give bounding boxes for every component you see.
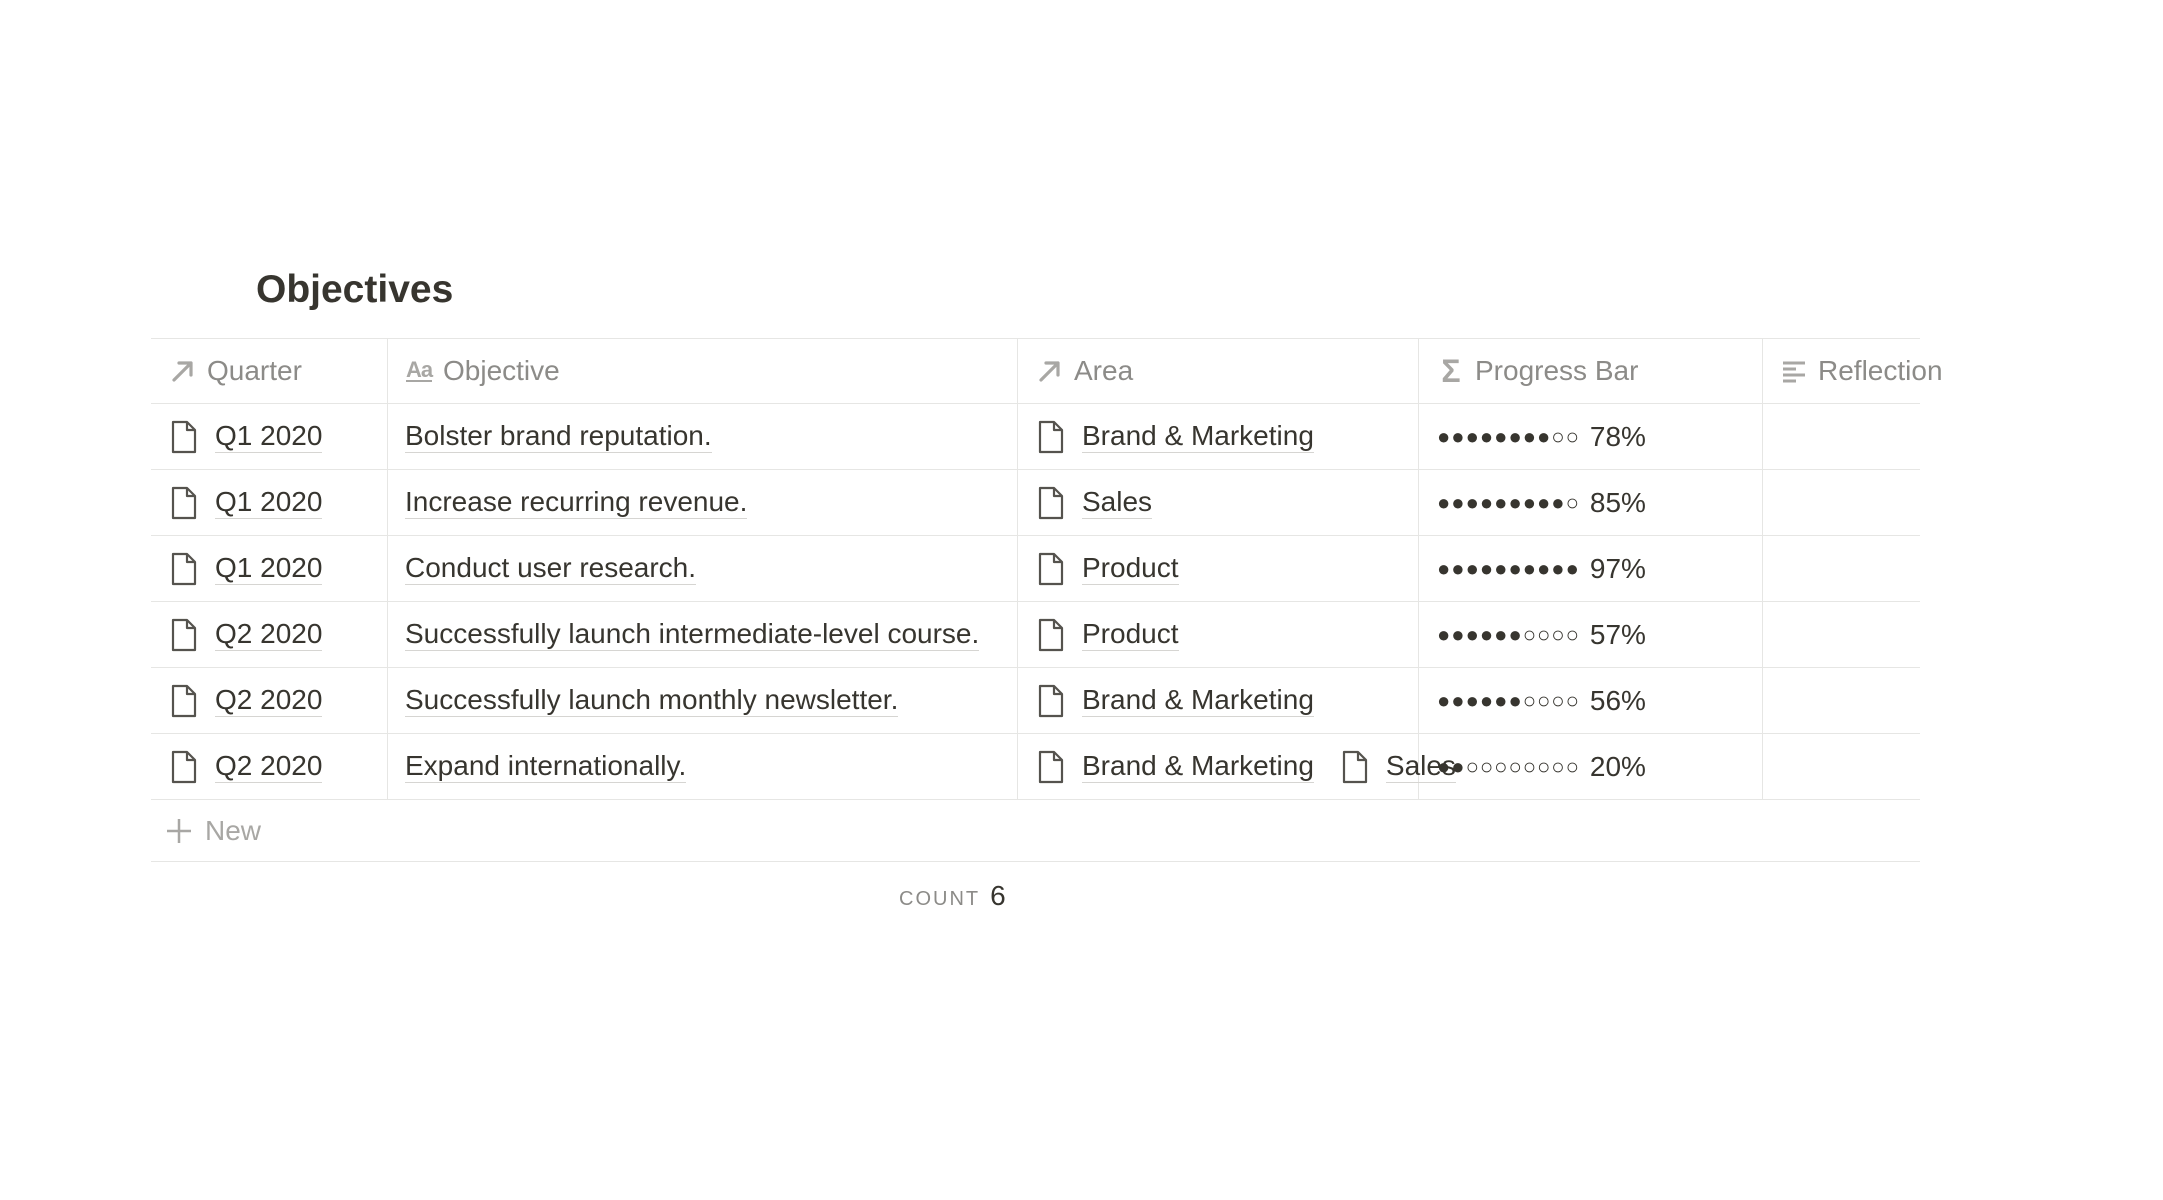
page-icon <box>1036 684 1066 718</box>
quarter-link[interactable]: Q1 2020 <box>215 552 323 583</box>
page-icon <box>169 750 199 784</box>
progress-percent: 97% <box>1589 552 1646 584</box>
reflection-cell[interactable] <box>1763 470 2163 535</box>
area-relation[interactable] <box>1036 684 1314 718</box>
quarter-cell[interactable] <box>151 404 388 469</box>
area-link[interactable]: Brand & Marketing <box>1082 684 1314 715</box>
progress-percent: 56% <box>1589 684 1646 716</box>
progress-dots: ●●○○○○○○○○ <box>1437 753 1580 779</box>
objective-cell[interactable] <box>388 404 1018 469</box>
area-cell[interactable] <box>1018 470 1419 535</box>
area-relation[interactable] <box>1036 552 1179 586</box>
objective-cell[interactable] <box>388 602 1018 667</box>
area-cell[interactable] <box>1018 668 1419 733</box>
area-link[interactable]: Product <box>1082 552 1179 583</box>
quarter-link[interactable]: Q2 2020 <box>215 750 323 781</box>
progress-cell[interactable] <box>1419 602 1763 667</box>
objective-title[interactable]: Increase recurring revenue. <box>405 486 748 517</box>
progress-cell[interactable] <box>1419 404 1763 469</box>
area-cell[interactable] <box>1018 536 1419 601</box>
area-cell[interactable] <box>1018 602 1419 667</box>
new-row-label: New <box>205 814 262 846</box>
new-row-button[interactable] <box>151 800 1920 862</box>
count-value: 6 <box>990 880 1006 911</box>
count-summary[interactable] <box>899 880 1006 912</box>
objective-title[interactable]: Conduct user research. <box>405 552 697 583</box>
page-icon <box>1340 750 1370 784</box>
progress-cell[interactable] <box>1419 536 1763 601</box>
area-relation[interactable] <box>1036 618 1179 652</box>
objective-cell[interactable] <box>388 470 1018 535</box>
page-icon <box>1036 552 1066 586</box>
progress-percent: 57% <box>1589 618 1646 650</box>
area-relation[interactable] <box>1036 486 1152 520</box>
relation-arrow-icon <box>1036 357 1064 385</box>
area-link[interactable]: Brand & Marketing <box>1082 420 1314 451</box>
column-label: Objective <box>443 355 560 386</box>
progress-percent: 85% <box>1589 486 1646 518</box>
table-row <box>151 470 1920 536</box>
reflection-cell[interactable] <box>1763 602 2163 667</box>
page-icon <box>1036 618 1066 652</box>
column-label: Reflection <box>1818 355 1943 386</box>
objective-cell[interactable] <box>388 734 1018 799</box>
objective-title[interactable]: Successfully launch monthly newsletter. <box>405 684 899 715</box>
table-row <box>151 404 1920 470</box>
area-relation[interactable] <box>1036 420 1314 454</box>
page-icon <box>1036 420 1066 454</box>
progress-dots: ●●●●●●○○○○ <box>1437 687 1580 713</box>
objective-cell[interactable] <box>388 536 1018 601</box>
page-icon <box>169 552 199 586</box>
area-cell[interactable] <box>1018 404 1419 469</box>
sigma-formula-icon: Σ <box>1441 353 1461 389</box>
column-label: Area <box>1074 355 1134 386</box>
progress-cell[interactable] <box>1419 470 1763 535</box>
table-header <box>151 338 1943 404</box>
reflection-cell[interactable] <box>1763 536 2163 601</box>
table-row <box>151 668 1920 734</box>
progress-percent: 20% <box>1589 750 1646 782</box>
area-link[interactable]: Sales <box>1082 486 1153 517</box>
progress-dots: ●●●●●●●●●○ <box>1437 489 1580 515</box>
page-icon <box>1036 486 1066 520</box>
page-title: Objectives <box>256 268 454 311</box>
relation-arrow-icon <box>169 357 197 385</box>
progress-percent: 78% <box>1589 420 1646 452</box>
area-link[interactable]: Brand & Marketing <box>1082 750 1314 781</box>
page-icon <box>1036 750 1066 784</box>
column-label: Progress Bar <box>1475 355 1639 386</box>
progress-dots: ●●●●●●○○○○ <box>1437 621 1580 647</box>
quarter-link[interactable]: Q1 2020 <box>215 420 323 451</box>
table-row <box>151 602 1920 668</box>
area-cell[interactable] <box>1018 734 1456 799</box>
page-icon <box>169 684 199 718</box>
area-link[interactable]: Sales <box>1385 750 1456 781</box>
column-header-reflection[interactable] <box>1763 339 2163 403</box>
quarter-link[interactable]: Q1 2020 <box>215 486 323 517</box>
objective-cell[interactable] <box>388 668 1018 733</box>
plus-icon <box>165 817 193 845</box>
table-row <box>151 734 1920 800</box>
area-link[interactable]: Product <box>1082 618 1179 649</box>
column-header-area[interactable] <box>1018 339 1419 403</box>
column-header-quarter[interactable] <box>151 339 388 403</box>
progress-cell[interactable] <box>1419 734 1763 799</box>
quarter-cell[interactable] <box>151 668 388 733</box>
progress-dots: ●●●●●●●●○○ <box>1437 423 1580 449</box>
quarter-cell[interactable] <box>151 536 388 601</box>
column-label: Quarter <box>207 355 302 386</box>
count-label: COUNT <box>899 888 981 910</box>
page-icon <box>169 486 199 520</box>
quarter-cell[interactable] <box>151 602 388 667</box>
text-aa-icon: Aa <box>405 357 433 382</box>
column-header-progress-bar[interactable] <box>1419 339 1763 403</box>
reflection-cell[interactable] <box>1763 404 2163 469</box>
table-body <box>151 404 1920 800</box>
objective-title[interactable]: Bolster brand reputation. <box>405 420 712 451</box>
quarter-link[interactable]: Q2 2020 <box>215 684 323 715</box>
objective-title[interactable]: Successfully launch intermediate-level course. <box>405 618 980 649</box>
page-icon <box>169 618 199 652</box>
progress-dots: ●●●●●●●●●● <box>1437 555 1580 581</box>
objective-title[interactable]: Expand internationally. <box>405 750 687 781</box>
quarter-cell[interactable] <box>151 734 388 799</box>
table-row <box>151 536 1920 602</box>
area-relation[interactable] <box>1036 750 1314 784</box>
reflection-cell[interactable] <box>1763 668 2163 733</box>
column-header-objective[interactable] <box>388 339 1018 403</box>
page-icon <box>169 420 199 454</box>
database-table <box>151 338 1943 862</box>
text-lines-icon <box>1780 357 1808 385</box>
progress-cell[interactable] <box>1419 668 1763 733</box>
quarter-link[interactable]: Q2 2020 <box>215 618 323 649</box>
reflection-cell[interactable] <box>1763 734 2163 799</box>
quarter-cell[interactable] <box>151 470 388 535</box>
